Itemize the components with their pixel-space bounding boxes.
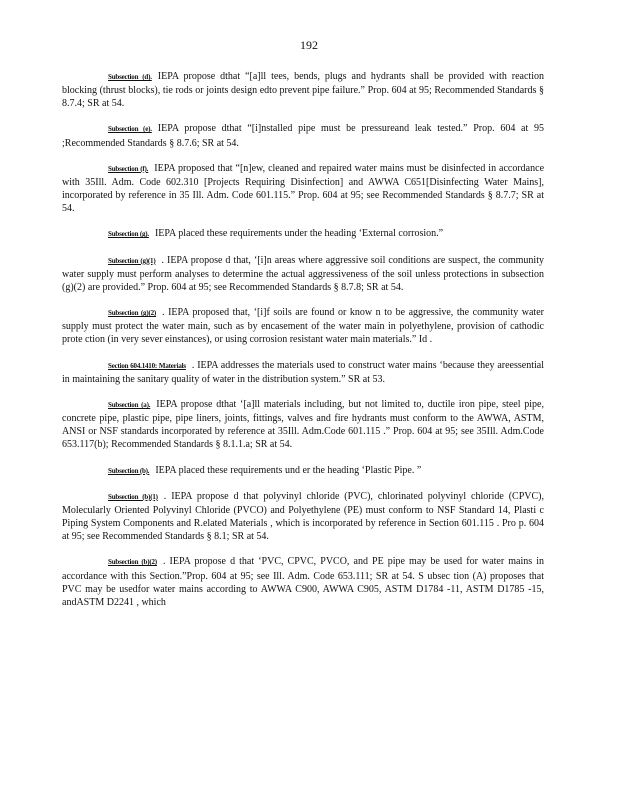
paragraph-text: . IEPA proposed that, ‘[i]f soils are found or know n to be aggressive, the community water supply must protect the water main, such as by encasement of the water main in polyethylene, provision of cathodic prote ction (in very sever einstances), or using corrosion resistant water main materials.” Id .: [62, 307, 544, 346]
paragraph-subsection-g1: [62, 254, 544, 294]
paragraph-section-604-1410: [62, 359, 544, 386]
paragraph-heading: Subsection (e).: [108, 125, 152, 134]
paragraph-subsection-b2: [62, 555, 544, 608]
page-number: 192: [300, 38, 318, 52]
paragraph-heading: Subsection (b)(1): [108, 492, 158, 501]
paragraph-text: IEPA propose dthat “[i]nstalled pipe must be pressureand leak tested.” Prop. 604 at 95 ;Recommended Standards § 8.7.6; SR at 54.: [62, 123, 544, 149]
paragraph-subsection-b: [62, 464, 544, 478]
paragraph-text: . IEPA propose d that polyvinyl chloride (PVC), chlorinated polyvinyl chloride (CPVC), Molecularly Oriented Polyvinyl Chloride (PVCO) and Polyethylene (PE) must conform to NSF Standard 14, Plasti c Piping System Components and R.elated Materials , which is incorporated by reference in Section 601.115 . Pro p. 604 at 95; see Recommended Standards § 8.1; SR at 54.: [62, 490, 545, 543]
paragraph-subsection-a: [62, 398, 544, 451]
document-body: [62, 70, 544, 621]
paragraph-subsection-g: [62, 227, 544, 241]
paragraph-text: IEPA placed these requirements und er the heading ‘Plastic Pipe. ”: [155, 464, 422, 476]
paragraph-subsection-f: [62, 162, 544, 215]
paragraph-heading: Subsection (d).: [108, 73, 152, 81]
paragraph-text: . IEPA propose d that ‘PVC, CPVC, PVCO, and PE pipe may be used for water mains in accordance with this Section.”Prop. 604 at 95; see Ill. Adm. Code 653.111; SR at 54. S ubsec tion (A) proposes that PVC may be usedfor water mains according to AWWA C900, AWWA C905, ASTM D1784 -11, ASTM D1785 -15, andASTM D2241 , which: [62, 556, 544, 608]
paragraph-subsection-g2: [62, 306, 544, 346]
paragraph-text: IEPA propose dthat “[a]ll tees, bends, plugs and hydrants shall be provided with reaction blocking (thrust blocks), tie rods or joints design edto prevent pipe failure.” Prop. 604 at 95; Recommended Standards § 8.7.4; SR at 54.: [62, 71, 544, 110]
paragraph-subsection-d: [62, 70, 544, 110]
paragraph-heading: Subsection (a).: [108, 401, 151, 409]
paragraph-text: IEPA placed these requirements under the heading ‘External corrosion.”: [154, 228, 444, 240]
paragraph-heading: Subsection (b).: [108, 466, 150, 475]
paragraph-heading: Subsection (f).: [108, 164, 149, 173]
paragraph-text: . IEPA propose d that, ‘[i]n areas where aggressive soil conditions are suspect, the community water supply must perform analyses to determine the actual aggressiveness of the soil unless protections in subsection (g)(2) are provided.” Prop. 604 at 95; see Recommended Standards § 8.7.8; SR at 54.: [62, 254, 544, 293]
paragraph-heading: Subsection (g)(2): [108, 309, 157, 318]
paragraph-heading: Subsection (b)(2): [108, 558, 157, 567]
paragraph-heading: Subsection (g).: [108, 230, 149, 239]
paragraph-subsection-b1: [62, 490, 544, 543]
paragraph-text: IEPA propose dthat ‘[a]ll materials including, but not limited to, ductile iron pipe, steel pipe, concrete pipe, plastic pipe, pipe liners, joints, fittings, valves and fire hydrants must conform to the AWWA, ASTM, ANSI or NSF standards incorporated by reference at 35Ill. Adm.Code 601.115 .” Prop. 604 at 95; see 35Ill. Adm.Code 653.117(b); Recommended Standards § 8.1.1.a; SR at 54.: [62, 399, 544, 451]
paragraph-heading: Subsection (g)(1): [108, 256, 156, 265]
paragraph-subsection-e: [62, 122, 544, 149]
paragraph-text: . IEPA addresses the materials used to construct water mains ‘because they areessential in maintaining the sanitary quality of water in the distribution system.” SR at 53.: [62, 359, 544, 385]
paragraph-heading: Section 604.1410: Materials: [108, 361, 186, 370]
paragraph-text: IEPA proposed that “[n]ew, cleaned and repaired water mains must be disinfected in accordance with 35Ill. Adm. Code 602.310 [Projects Requiring Disinfection] and AWWA C651[Disinfecting Water Mains], incorporated by reference in 35 Ill. Adm. Code 601.115.” Prop. 604 at 95; see Recommended Standards § 8.7.7; SR at 54.: [62, 162, 545, 215]
